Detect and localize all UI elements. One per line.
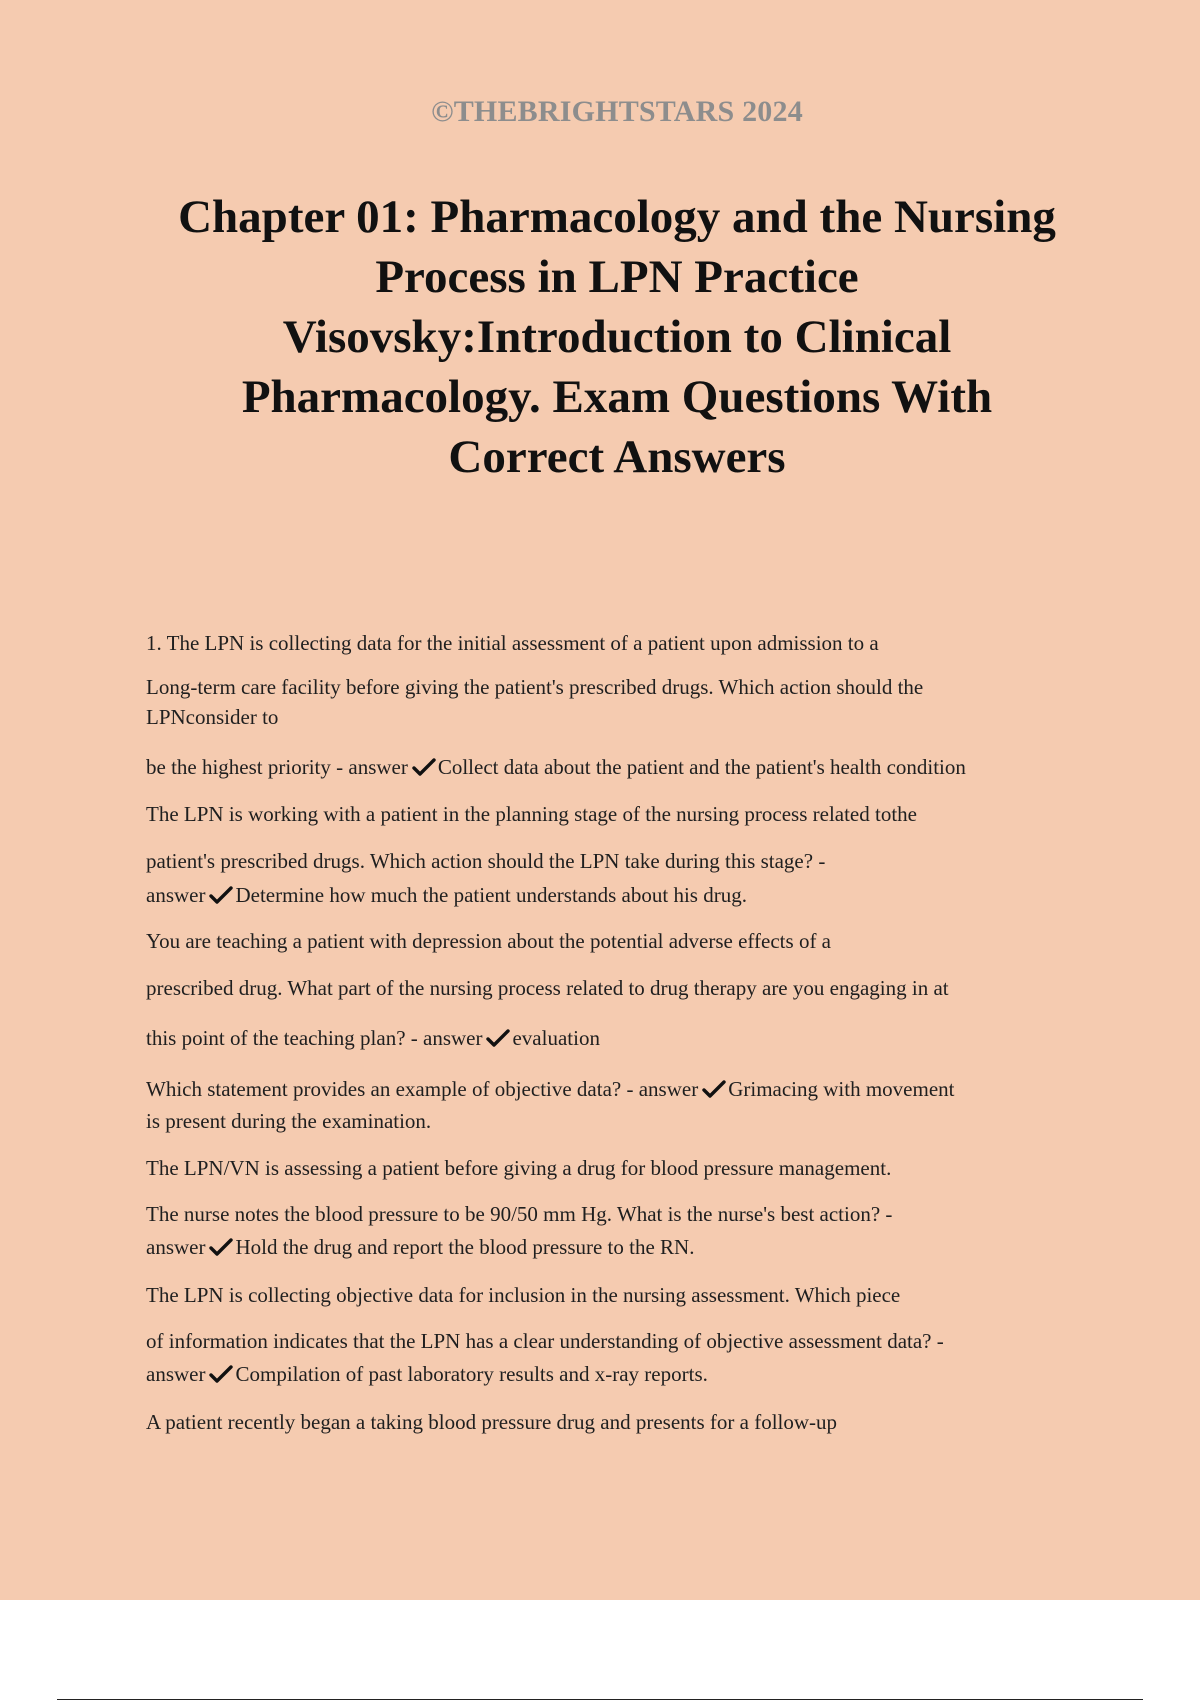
checkmark-icon — [486, 1025, 510, 1043]
question-text: Which statement provides an example of objective data? - answer — [146, 1077, 699, 1101]
text-line: of information indicates that the LPN has a clear understanding of objective assessment data? - — [146, 1329, 944, 1353]
checkmark-icon — [702, 1076, 726, 1094]
title-line: Process in LPN Practice — [375, 251, 859, 303]
answer-line — [146, 1232, 694, 1262]
question-text: be the highest priority - answer — [146, 755, 408, 779]
text-line: prescribed drug. What part of the nursing process related to drug therapy are you engaging in at — [146, 976, 949, 1000]
question-text: answer — [146, 1235, 206, 1259]
answer-line — [146, 752, 966, 782]
text-line: The LPN/VN is assessing a patient before giving a drug for blood pressure management. — [146, 1156, 892, 1180]
text-line: The LPN is working with a patient in the planning stage of the nursing process related tothe — [146, 802, 917, 826]
answer-line — [146, 880, 747, 910]
title-line: Correct Answers — [448, 431, 786, 483]
answer-text: Hold the drug and report the blood pressure to the RN. — [235, 1235, 695, 1259]
text-line: LPNconsider to — [146, 705, 279, 729]
text-line: is present during the examination. — [146, 1109, 432, 1133]
checkmark-icon — [209, 1234, 233, 1252]
title-line: Chapter 01: Pharmacology and the Nursing — [178, 191, 1056, 243]
answer-line — [146, 1359, 708, 1389]
text-line: patient's prescribed drugs. Which action should the LPN take during this stage? - — [146, 849, 826, 873]
watermark: ©THEBRIGHTSTARS 2024 — [431, 95, 803, 128]
checkmark-icon — [209, 882, 233, 900]
question-text: answer — [146, 883, 206, 907]
question-text: answer — [146, 1362, 206, 1386]
title-line: Pharmacology. Exam Questions With — [241, 371, 993, 423]
question-text: this point of the teaching plan? - answer — [146, 1026, 483, 1050]
answer-text: evaluation — [512, 1026, 600, 1050]
checkmark-icon — [412, 754, 436, 772]
title-line: Visovsky:Introduction to Clinical — [282, 311, 952, 363]
answer-text: Determine how much the patient understands about his drug. — [235, 883, 747, 907]
text-line: A patient recently began a taking blood pressure drug and presents for a follow-up — [146, 1410, 838, 1434]
text-line: The nurse notes the blood pressure to be 90/50 mm Hg. What is the nurse's best action? - — [146, 1202, 893, 1226]
text-line: You are teaching a patient with depression about the potential adverse effects of a — [146, 929, 832, 953]
checkmark-icon — [209, 1361, 233, 1379]
answer-line — [146, 1074, 955, 1104]
text-line: Long-term care facility before giving the patient's prescribed drugs. Which action should the — [146, 675, 924, 699]
answer-line — [146, 1023, 600, 1053]
answer-text: Grimacing with movement — [728, 1077, 955, 1101]
text-line: The LPN is collecting objective data for inclusion in the nursing assessment. Which piece — [146, 1283, 901, 1307]
answer-text: Collect data about the patient and the patient's health condition — [437, 755, 966, 779]
text-line: 1. The LPN is collecting data for the initial assessment of a patient upon admission to a — [146, 631, 879, 655]
answer-text: Compilation of past laboratory results and x-ray reports. — [235, 1362, 708, 1386]
